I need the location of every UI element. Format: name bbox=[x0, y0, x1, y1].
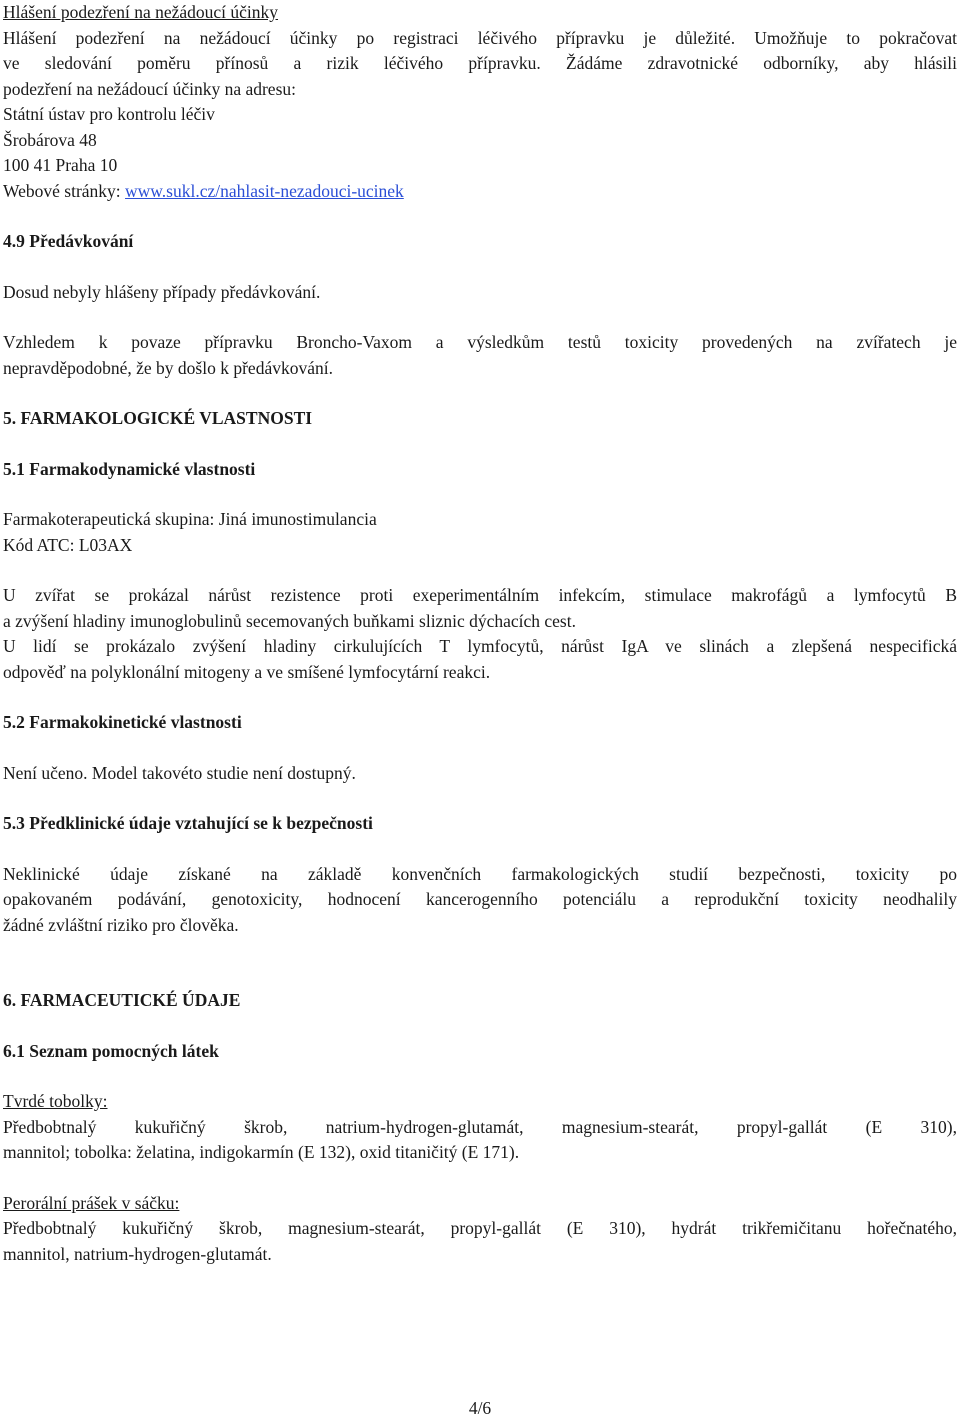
page-number: 4/6 bbox=[468, 1398, 492, 1418]
pharmacodynamics-text-line: U zvířat se prokázal nárůst rezistence proti exeperimentálním infekcím, stimulace makrofágů a lymfocytů B bbox=[3, 585, 957, 605]
reporting-heading: Hlášení podezření na nežádoucí účinky bbox=[3, 2, 279, 22]
pharmacodynamics-text-line: odpověď na polyklonální mitogeny a ve smíšené lymfocytární reakci. bbox=[3, 661, 491, 682]
section-5-3-heading: 5.3 Předklinické údaje vztahující se k bezpečnosti bbox=[3, 813, 373, 833]
section-5-2-heading: 5.2 Farmakokinetické vlastnosti bbox=[3, 712, 242, 732]
reporting-text-line: podezření na nežádoucí účinky na adresu: bbox=[3, 78, 296, 99]
section-5-1-heading: 5.1 Farmakodynamické vlastnosti bbox=[3, 458, 256, 479]
pharmacokinetics-text: Není učeno. Model takovéto studie není dostupný. bbox=[3, 762, 356, 783]
powder-label: Perorální prášek v sáčku: bbox=[3, 1192, 180, 1213]
section-4-9-heading: 4.9 Předávkování bbox=[3, 231, 134, 251]
powder-excipients-line: mannitol, natrium-hydrogen-glutamát. bbox=[3, 1243, 272, 1264]
pharmacodynamics-text-line: U lidí se prokázalo zvýšení hladiny cirkulujících T lymfocytů, nárůst IgA ve slinách a zlepšená nespecifická bbox=[3, 636, 957, 656]
website-link-domain[interactable]: www.sukl bbox=[125, 180, 196, 201]
preclinical-text-line: žádné zvláštní riziko pro člověka. bbox=[3, 914, 239, 935]
preclinical-text-line: opakovaném podávání, genotoxicity, hodnocení kancerogenního potenciálu a reprodukční toxicity neodhalily bbox=[3, 889, 957, 909]
preclinical-text-line: Neklinické údaje získané na základě konvenčních farmakologických studií bezpečnosti, toxicity po bbox=[3, 863, 957, 884]
address-institution: Státní ústav pro kontrolu léčiv bbox=[3, 104, 215, 124]
website-label: Webové stránky: bbox=[3, 180, 126, 201]
overdose-text-line: Vzhledem k povaze přípravku Broncho-Vaxom a výsledkům testů toxicity provedených na zvířatech je bbox=[3, 332, 957, 352]
address-city: 100 41 Praha 10 bbox=[3, 155, 118, 175]
address-street: Šrobárova 48 bbox=[3, 129, 97, 150]
overdose-text: Dosud nebyly hlášeny případy předávkování. bbox=[3, 281, 321, 302]
reporting-text-line: Hlášení podezření na nežádoucí účinky po registraci léčivého přípravku je důležité. Umožňuje to pokračovat bbox=[3, 27, 957, 48]
capsules-excipients-line: Předbobtnalý kukuřičný škrob, natrium-hydrogen-glutamát, magnesium-stearát, propyl-gallát (E 310), bbox=[3, 1116, 957, 1137]
section-5-heading: 5. FARMAKOLOGICKÉ VLASTNOSTI bbox=[3, 408, 313, 428]
capsules-excipients-line: mannitol; tobolka: želatina, indigokarmín (E 132), oxid titaničitý (E 171). bbox=[3, 1142, 520, 1162]
section-6-1-heading: 6.1 Seznam pomocných látek bbox=[3, 1040, 219, 1061]
capsules-label: Tvrdé tobolky: bbox=[3, 1091, 108, 1111]
overdose-text-line: nepravděpodobné, že by došlo k předávkování. bbox=[3, 357, 333, 378]
pharmacodynamics-text-line: a zvýšení hladiny imunoglobulinů secemovaných buňkami sliznic dýchacích cest. bbox=[3, 610, 576, 631]
website-link-path[interactable]: .cz/nahlasit-nezadouci-ucinek bbox=[195, 180, 404, 201]
section-6-heading: 6. FARMACEUTICKÉ ÚDAJE bbox=[3, 990, 241, 1010]
atc-code: Kód ATC: L03AX bbox=[3, 534, 133, 555]
document-page bbox=[3, 0, 957, 1267]
pharmacotherapeutic-group: Farmakoterapeutická skupina: Jiná imunostimulancia bbox=[3, 509, 377, 529]
powder-excipients-line: Předbobtnalý kukuřičný škrob, magnesium-stearát, propyl-gallát (E 310), hydrát trikřemičitanu hořečnatého, bbox=[3, 1218, 957, 1238]
reporting-text-line: ve sledování poměru přínosů a rizik léčivého přípravku. Žádáme zdravotnické odborníky, aby hlásili bbox=[3, 53, 957, 73]
website-line bbox=[3, 179, 957, 205]
